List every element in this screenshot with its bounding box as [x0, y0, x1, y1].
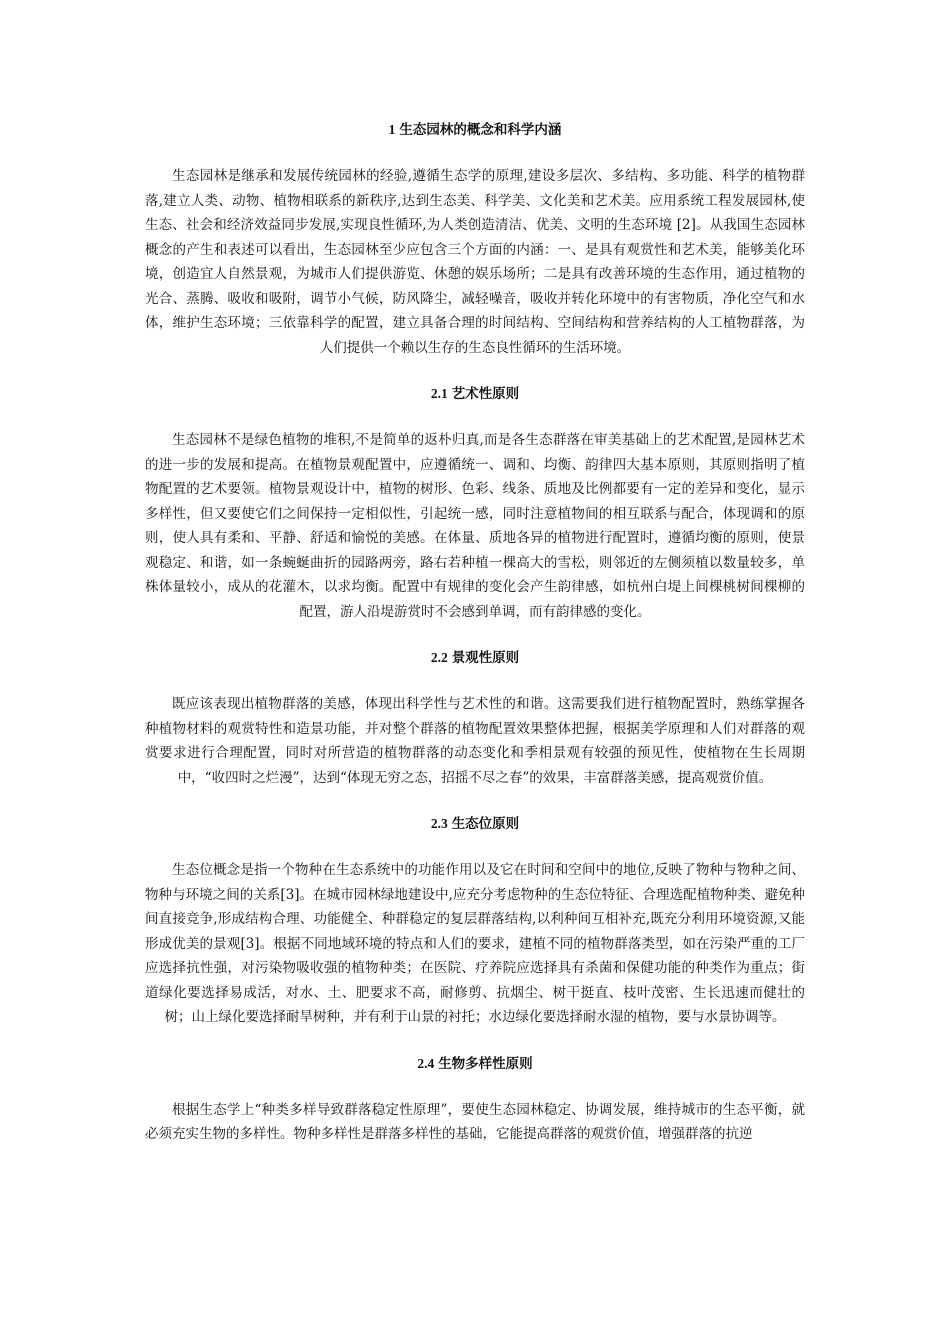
section-number: 2.1: [430, 386, 448, 401]
section-number: 2.3: [430, 816, 448, 831]
section-heading-2-1: [145, 384, 805, 404]
section-paragraph-1: 生态园林是继承和发展传统园林的经验,遵循生态学的原理,建设多层次、多结构、多功能、科学的植物群落,建立人类、动物、植物相联系的新秩序,达到生态美、科学美、文化美和艺术美。应用系统工程发展园林,使生态、社会和经济效益同步发展,实现良性循环,为人类创造清洁、优美、文明的生态环境 [2]。从我国生态园林概念的产生和表述可以看出，生态园林至少应包含三个方面的内涵：一、是具有观赏性和艺术美，能够美化环境，创造宜人自然景观，为城市人们提供游览、休憩的娱乐场所；二是具有改善环境的生态作用，通过植物的光合、蒸腾、吸收和吸附，调节小气候，防风降尘，减轻噪音，吸收并转化环境中的有害物质，净化空气和水体，维护生态环境；三依靠科学的配置，建立具备合理的时间结构、空间结构和营养结构的人工植物群落，为人们提供一个赖以生存的生态良性循环的生活环境。: [145, 168, 805, 356]
section-heading-2-2: [145, 648, 805, 668]
section-heading-2-3: [145, 814, 805, 834]
section-title: 生物多样性原则: [438, 1055, 533, 1072]
section-number: 2.2: [430, 650, 448, 665]
section-paragraph-2-1: 生态园林不是绿色植物的堆积,不是简单的返朴归真,而是各生态群落在审美基础上的艺术配置,是园林艺术的进一步的发展和提高。在植物景观配置中，应遵循统一、调和、均衡、韵律四大基本原则，其原则指明了植物配置的艺术要领。植物景观设计中，植物的树形、色彩、线条、质地及比例都要有一定的差异和变化，显示多样性，但又要使它们之间保持一定相似性，引起统一感，同时注意植物间的相互联系与配合，体现调和的原则，使人具有柔和、平静、舒适和愉悦的美感。在体量、质地各异的植物进行配置时，遵循均衡的原则，使景观稳定、和谐，如一条蜿蜒曲折的园路两旁，路右若种植一棵高大的雪松，则邻近的左侧须植以数量较多，单株体量较小，成从的花灌木，以求均衡。配置中有规律的变化会产生韵律感，如杭州白堤上间棵桃树间棵柳的配置，游人沿堤游赏时不会感到单调，而有韵律感的变化。: [145, 432, 805, 620]
section-heading-1: [145, 120, 805, 140]
section-paragraph-2-2: 既应该表现出植物群落的美感，体现出科学性与艺术性的和谐。这需要我们进行植物配置时，熟练掌握各种植物材料的观赏特性和造景功能，并对整个群落的植物配置效果整体把握，根据美学原理和人们对群落的观赏要求进行合理配置，同时对所营造的植物群落的动态变化和季相景观有较强的预见性，使植物在生长周期中，“收四时之烂漫”，达到“体现无穷之态，招摇不尽之春”的效果，丰富群落美感，提高观赏价值。: [145, 696, 805, 786]
section-title: 景观性原则: [451, 650, 520, 666]
section-heading-2-4: [145, 1054, 805, 1074]
section-number: 2.4: [417, 1055, 435, 1071]
section-title: 生态位原则: [451, 816, 520, 832]
section-title: 生态园林的概念和科学内涵: [399, 122, 562, 138]
section-paragraph-2-4: 根据生态学上“种类多样导致群落稳定性原理”，要使生态园林稳定、协调发展，维持城市的生态平衡，就必须充实生物的多样性。物种多样性是群落多样性的基础，它能提高群落的观赏价值，增强群落的抗逆: [145, 1101, 805, 1142]
document-page: [145, 112, 805, 1147]
section-paragraph-2-3: 生态位概念是指一个物种在生态系统中的功能作用以及它在时间和空间中的地位,反映了物种与物种之间、物种与环境之间的关系[3]。在城市园林绿地建设中,应充分考虑物种的生态位特征、合理选配植物种类、避免种间直接竞争,形成结构合理、功能健全、种群稳定的复层群落结构,以利种间互相补充,既充分利用环境资源,又能形成优美的景观[3]。根据不同地域环境的特点和人们的要求，建植不同的植物群落类型，如在污染严重的工厂应选择抗性强，对污染物吸收强的植物种类；在医院、疗养院应选择具有杀菌和保健功能的种类作为重点；街道绿化要选择易成活，对水、土、肥要求不高，耐修剪、抗烟尘、树干挺直、枝叶茂密、生长迅速而健壮的树；山上绿化要选择耐旱树种，并有利于山景的衬托；水边绿化要选择耐水湿的植物，要与水景协调等。: [145, 862, 805, 1025]
section-number: 1: [388, 122, 396, 137]
section-title: 艺术性原则: [451, 386, 520, 402]
